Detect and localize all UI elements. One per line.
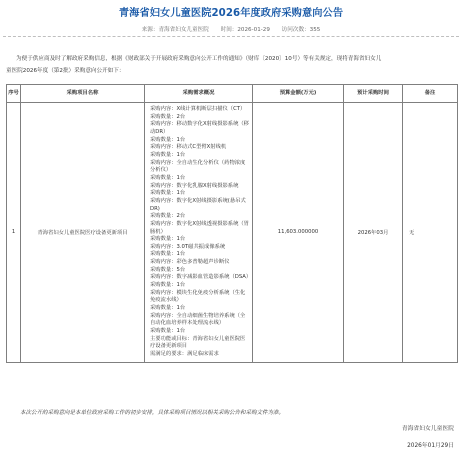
procurement-table — [6, 84, 458, 363]
header-budget: 预算金额(万元) — [253, 85, 344, 103]
cell-time: 2026年03月 — [344, 103, 403, 363]
title-divider — [3, 36, 459, 37]
needs-line: 采购内容：X线计算机断层扫描仪（CT） — [150, 106, 246, 112]
needs-line: 主要功能或目标：青海省妇女儿童医院医疗设备更新项目 — [150, 335, 246, 350]
needs-line: 采购内容：模块生化免疫分析系统（生化免疫流水线） — [150, 289, 246, 304]
meta-date: 时间：2026-01-29 — [220, 27, 270, 33]
needs-line: 采购数量：1台 — [150, 328, 186, 335]
needs-line: 采购数量：2台 — [150, 213, 186, 220]
footnote: 本次公开的采购意向是本单位政府采购工作的初步安排，具体采购项目情况以相关采购公告和采购文件为准。 — [20, 410, 285, 416]
header-needs: 采购需求概况 — [145, 85, 253, 103]
needs-line: 采购内容：数字减影血管造影系统（DSA） — [150, 274, 252, 281]
cell-no: 1 — [7, 103, 21, 363]
needs-line: 需满足的要求：满足临床需求 — [150, 351, 219, 357]
article-meta — [0, 25, 462, 33]
needs-line: 采购内容：全自动细菌生物培养系统（全自动化血培养样本处理流水线） — [150, 312, 246, 327]
header-time: 预计采购时间 — [344, 85, 403, 103]
needs-line: 采购数量：1台 — [150, 136, 186, 143]
needs-line: 采购数量：1台 — [150, 174, 186, 181]
needs-line: 采购数量：1台 — [150, 190, 186, 197]
cell-needs — [145, 103, 253, 363]
needs-line: 采购数量：1台 — [150, 251, 186, 258]
intro-line-1: 为便于供应商及时了解政府采购信息，根据《财政部关于开展政府采购意向公开工作的通知》（财库〔2020〕10号）等有关规定，现将青海省妇女儿 — [16, 56, 382, 62]
needs-line: 采购数量：5台 — [150, 266, 186, 273]
needs-line: 采购内容：移动式C型臂X射线机 — [150, 144, 227, 151]
cell-project: 青海省妇女儿童医院医疗设备更新项目 — [21, 103, 145, 363]
needs-line: 采购内容：全自动生化分析仪（药物浓度分析仪） — [150, 159, 246, 174]
needs-line: 采购内容：数字化X射线透视摄影系统（胃肠机） — [150, 220, 249, 235]
meta-source: 来源：青海省妇女儿童医院 — [141, 27, 209, 33]
intro-paragraph — [6, 53, 458, 77]
signature-org: 青海省妇女儿童医院 — [401, 426, 454, 432]
cell-budget: 11,603.000000 — [253, 103, 344, 363]
cell-remark: 无 — [403, 103, 458, 363]
needs-line: 采购数量：1台 — [150, 282, 186, 289]
table-row — [7, 103, 458, 363]
needs-line: 采购数量：1台 — [150, 305, 186, 312]
needs-line: 采购内容：3.0T磁共振成像系统 — [150, 243, 226, 250]
signature-date: 2026年01月29日 — [407, 443, 454, 449]
needs-line: 采购内容：数字化X射线摄影系统(悬吊式DR) — [150, 197, 246, 212]
page-title: 青海省妇女儿童医院2026年度政府采购意向公告 — [118, 8, 344, 19]
needs-list — [150, 106, 252, 359]
header-project: 采购项目名称 — [21, 85, 145, 103]
needs-line: 采购内容：移动数字化X射线摄影系统（移动DR） — [150, 121, 249, 135]
needs-line: 采购数量：1台 — [150, 236, 186, 243]
needs-line: 采购数量：2台 — [150, 113, 186, 120]
needs-line: 采购内容：数字化乳腺X射线摄影系统 — [150, 182, 239, 189]
meta-views: 访问次数：355 — [281, 27, 321, 33]
needs-line: 采购数量：1台 — [150, 151, 186, 158]
intro-line-2: 童医院2026年度（第2批）采购意向公开如下： — [6, 68, 125, 74]
table-header-row — [7, 85, 458, 103]
header-no: 序号 — [7, 85, 21, 103]
needs-line: 采购内容：彩色多普勒超声诊断仪 — [150, 259, 230, 266]
header-remark: 备注 — [403, 85, 458, 103]
